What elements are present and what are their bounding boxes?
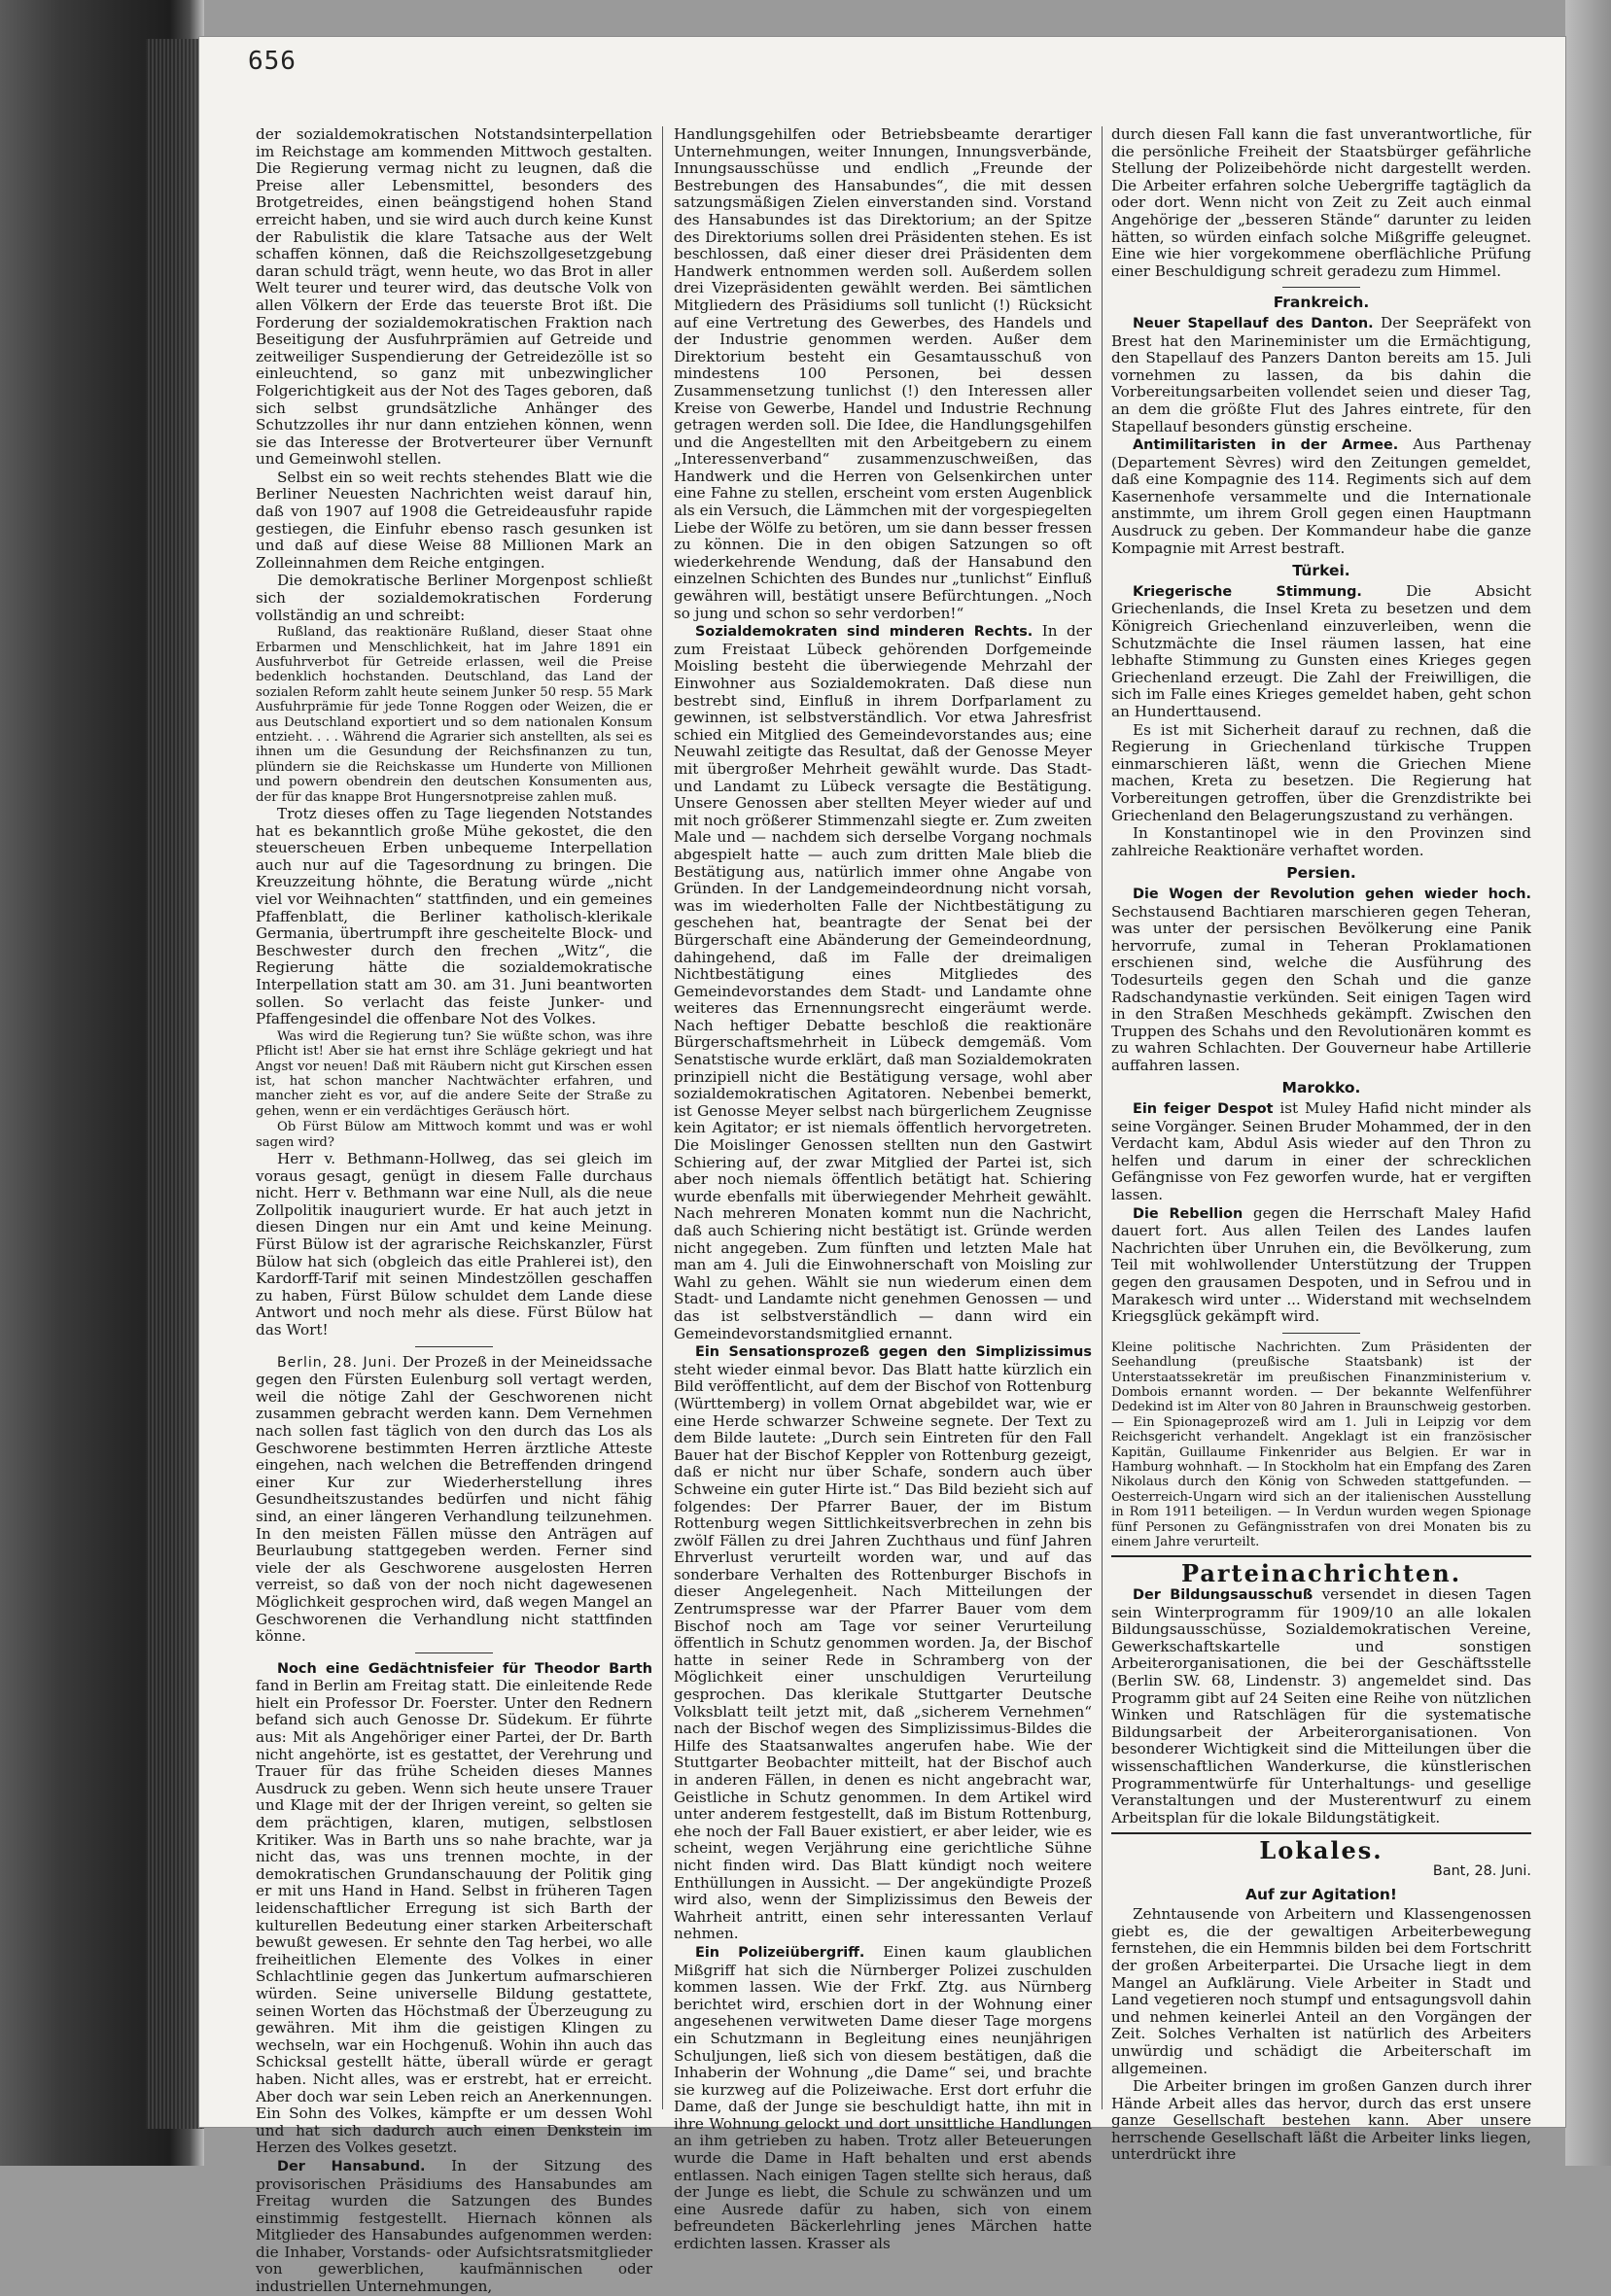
paragraph: Sechstausend Bachtiaren marschieren gegen Teheran, was unter der persischen Bevölkerung eine Panik hervorrufe, zumal in Teheran Proklamationen erschienen sind, welche die Ausführung des Todesurteils gegen den Schah und die ganze Radschandynastie verkünden. Seit einigen Tagen wird in den Straßen Meschheds gekämpft. Zwischen den Truppen des Schahs und den Revolutionären kommt es zu wahren Schlachten. Der Gouverneur habe Artillerie auffahren lassen. (1111, 902, 1531, 1074)
article-heading: Ein feiger Despot (1133, 1101, 1274, 1118)
article-heading: Noch eine Gedächtnisfeier für Theodor Barth (277, 1660, 652, 1677)
article-heading: Ein Sensationsprozeß gegen den Simplizissimus (695, 1344, 1092, 1361)
paragraph: Die Absicht Griechenlands, die Insel Kreta zu besetzen und dem Königreich Griechenland einzuverleiben, wenn die Schutzmächte die Insel räumen lassen, hat eine lebhafte Stimmung zu Gunsten eines Krieges gegen Griechenland erzeugt. Die Zahl der Freiwilligen, die sich im Falle eines Krieges gemeldet haben, geht schon an Hunderttausend. (1111, 581, 1531, 720)
page-edges (146, 39, 204, 2129)
paragraph: steht wieder einmal bevor. Das Blatt hatte kürzlich ein Bild veröffentlicht, auf dem der Bischof von Rottenburg (Württemberg) in vollem Ornat abgebildet war, wie er eine Herde schwarzer Schweine segnete. Der Text zu dem Bilde lautete: „Durch sein Eintreten für den Fall Bauer hat der Bischof Keppler von Rottenburg gezeigt, daß er nicht nur über Schafe, sondern auch über Schweine ein guter Hirte ist.“ Das Bild bezieht sich auf folgendes: Der Pfarrer Bauer, der im Bistum Rottenburg wegen Sittlichkeitsverbrechen in zehn bis zwölf Fällen zu drei Jahren Zuchthaus und fünf Jahren Ehrverlust verurteilt worden war, und auf das sonderbare Verhalten des Rottenburger Bischofs in dieser Angelegenheit. Nach Mitteilungen der Zentrumspresse war der Pfarrer Bauer vom dem Bischof noch am Tage vor seiner Verurteilung öffentlich in Schutz genommen worden. Ja, der Bischof hatte in seiner Rede in Schramberg von der Möglichkeit einer unschuldigen Verurteilung gesprochen. Das klerikale Stuttgarter Deutsche Volksblatt teilt jetzt mit, daß „sicherem Vernehmen“ nach der Bischof wegen des Simplizissimus-Bildes die Hilfe des Staatsanwaltes angerufen habe. Wie der Stuttgarter Beobachter mitteilt, hat der Bischof auch in anderen Fällen, in denen es nicht angebracht war, Geistliche in Schutz genommen. In dem Artikel wird unter anderem festgestellt, daß im Bistum Rottenburg, ehe noch der Fall Bauer existiert, er aber leider, wie es scheint, wegen Verjährung eine gerichtliche Sühne nicht finden wird. Das Blatt kündigt noch weitere Enthüllungen in Aussicht. — Der angekündigte Prozeß wird also, wenn der Simplizissimus den Beweis der Wahrheit antritt, einen sehr interessanten Verlauf nehmen. (674, 1360, 1092, 1943)
paragraph: Die Arbeiter bringen im großen Ganzen durch ihrer Hände Arbeit alles das hervor, durch das erst unsere ganze Gesellschaft bestehen kann. Aber unsere herrschende Gesellschaft läßt die Arbeiter links liegen, unterdrückt ihre (1111, 2077, 1531, 2164)
paragraph: Der Prozeß in der Meineidssache gegen den Fürsten Eulenburg soll vertagt werden, weil die nötige Zahl der Geschworenen nicht zusammen gebracht werden kann. Dem Vernehmen nach sollen fast täglich von den durch das Los als Geschworene bestimmten Herren ärztliche Atteste eingehen, nach welchen die Betreffenden dringend einer Kur zur Wiederherstellung ihres Gesundheitszustandes bedürfen und nicht fähig sind, an einer längeren Verhandlung teilzunehmen. In den meisten Fällen müsse den Anträgen auf Beurlaubung stattgegeben werden. Ferner sind viele der als Geschworene ausgelosten Herren verreist, so daß von der noch nicht dagewesenen Möglichkeit gesprochen wird, daß wegen Mangel an Geschworenen die Verhandlung nicht stattfinden könne. (256, 1352, 653, 1646)
divider (415, 1346, 493, 1347)
paragraph: Ob Fürst Bülow am Mittwoch kommt und was er wohl sagen wird? (256, 1120, 652, 1150)
paragraph: Es ist mit Sicherheit darauf zu rechnen, daß die Regierung in Griechenland türkische Truppen einmarschieren läßt, wenn die Griechen Miene machen, Kreta zu besetzen. Die Regierung hat Vorbereitungen getroffen, über die Grenzdistrikte bei Griechenland den Belagerungszustand zu verhängen. (1111, 720, 1531, 824)
paragraph: Die demokratische Berliner Morgenpost schließt sich der sozialdemokratischen Forderung vollständig an und schreibt: (256, 572, 652, 624)
paragraph: fand in Berlin am Freitag statt. Die einleitende Rede hielt ein Professor Dr. Foerster. Unter den Rednern befand sich auch Genosse Dr. Südekum. Er führte aus: Mit als Angehöriger einer Partei, der Dr. Barth nicht angehörte, ist es gestattet, der Verehrung und Trauer für das frühe Scheiden dieses Mannes Ausdruck zu geben. Wenn sich heute unsere Trauer und Klage mit der der Ihrigen vereint, so gelten sie dem prächtigen, klaren, mutigen, selbstlosen Kritiker. Was in Barth uns so nahe brachte, war ja nicht das, was uns trennen mochte, in der demokratischen Grundanschauung der Politik ging er mit uns Hand in Hand. Selbst in früheren Tagen leidenschaftlicher Erregung ist sich Barth der kulturellen Bedeutung einer starken Arbeiterschaft bewußt gewesen. Er sehnte den Tag herbei, wo alle freiheitlichen Elemente des Volkes in einer Schlachtlinie gegen das Junkertum aufmarschieren würden. Seine universelle Bildung gestattete, seinen Worten das Höchstmaß der Überzeugung zu gewähren. Mit ihm die geistigen Klingen zu wechseln, war ein Hochgenuß. Wohin ihn auch das Schicksal gestellt hätte, überall würde er geragt haben. Nicht alles, was er erstrebt, hat er erreicht. Aber doch war sein Leben reich an Anerkennungen. Ein Sohn des Volkes, kämpfte er um dessen Wohl und hat sich dadurch auch einen Denkstein im Herzen des Volkes gesetzt. (256, 1677, 652, 2157)
column-2 (674, 125, 1093, 2253)
section-heading: Persien. (1286, 864, 1356, 883)
article-heading: Neuer Stapellauf des Danton. (1133, 315, 1374, 331)
paragraph: Aus Parthenay (Departement Sèvres) wird den Zeitungen gemeldet, daß eine Kompagnie des 114. Regiments sich auf dem Kasernenhofe versammelte und die Internationale anstimmte, um ihrem Groll gegen einen Hauptmann Ausdruck zu geben. Der Kommandeur habe die ganze Kompagnie mit Arrest bestraft. (1111, 435, 1531, 557)
article-heading: Der Hansabund. (277, 2158, 426, 2174)
article-heading: Der Bildungsausschuß (1133, 1587, 1313, 1604)
section-heading: Türkei. (1292, 562, 1350, 580)
newspaper-page (199, 37, 1565, 2296)
article-heading: Auf zur Agitation! (1244, 1885, 1397, 1903)
divider (415, 1652, 493, 1653)
divider (1282, 287, 1360, 288)
paragraph: In der zum Freistaat Lübeck gehörenden Dorfgemeinde Moisling besteht die überwiegende Mehrzahl der Einwohner aus Sozialdemokraten. Daß diese nun bestrebt sind, Einfluß in ihrem Dorfparlament zu gewinnen, ist selbstverständlich. Vor etwa Jahresfrist schied ein Mitglied des Gemeindevorstandes aus; eine Neuwahl zeitigte das Resultat, daß der Genosse Meyer mit übergroßer Mehrheit gewählt wurde. Das Stadt- und Landamt zu Lübeck versagte die Bestätigung. Unsere Genossen aber stellten Meyer wieder auf und mit noch größerer Stimmenzahl siegte er. Zum zweiten Male und — nachdem sich derselbe Vorgang nochmals abgespielt hatte — auch zum dritten Male blieb die Bestätigung aus, natürlich immer ohne Angabe von Gründen. In der Landgemeindeordnung nicht vorsah, was im wiederholten Falle der Nichtbestätigung zu geschehen hat, beantragte der Senat bei der Bürgerschaft eine Abänderung der Gemeindeordnung, dahingehend, daß im Falle der dreimaligen Nichtbestätigung eines Mitgliedes des Gemeindevorstandes dem Stadt- und Landamte ohne weiteres das Ernennungsrecht eingeräumt werde. Nach heftiger Debatte beschloß die reaktionäre Bürgerschaftsmehrheit in Lübeck demgemäß. Vom Senatstische wurde erklärt, daß man Sozialdemokraten prinzipiell nicht die Bestätigung versage, wohl aber sozialdemokratischen Agitatoren. Nebenbei bemerkt, ist Genosse Meyer selbst nach bürgerlichem Zeugnisse kein Agitator; er ist niemals öffentlich hervorgetreten. Die Moislinger Genossen stellten nun den Gastwirt Schiering auf, der zwar Mitglied der Partei ist, sich aber noch niemals öffentlich betätigt hat. Schiering wurde ebenfalls mit überwiegender Mehrheit gewählt. Nach mehreren Monaten kommt nun die Nachricht, daß auch Schiering nicht bestätigt ist. Gründe werden nicht angegeben. Zum fünften und letzten Male hat man am 4. Juli die Einwohnerschaft von Moisling zur Wahl zu gehen. Wählt sie nun wiederum einen dem Stadt- und Landamte nicht genehmen Genossen — und das ist selbstverständlich — dann wird ein Gemeindevorstandsmitglied ernannt. (674, 622, 1092, 1342)
column-divider (1102, 126, 1103, 2109)
paragraph: der sozialdemokratischen Notstandsinterpellation im Reichstage am kommenden Mittwoch gestalten. Die Regierung vermag nicht zu leugnen, daß die Preise aller Lebensmittel, besonders des Brotgetreides, einen beängstigend hohen Stand erreicht haben, und sie wird auch durch keine Kunst der Rabulistik die klare Tatsache aus der Welt schaffen können, daß die Reichszollgesetzgebung daran schuld trägt, wenn heute, wo das Brot in aller Welt teurer und teurer wird, das deutsche Volk von allen Völkern der Erde das teuerste Brot ißt. Die Forderung der sozialdemokratischen Fraktion nach Beseitigung der Ausfuhrprämien auf Getreide und zeitweiliger Suspendierung der Getreidezölle ist so einleuchtend, so ganz mit unbezwinglicher Folgerichtigkeit aus der Not des Tages geboren, daß sich selbst grundsätzliche Anhänger des Schutzzolles ihr nur dann entziehen können, wenn sie das Interesse der Brotverteurer über Vernunft und Gemeinwohl stellen. (256, 125, 652, 469)
paragraph: Herr v. Bethmann-Hollweg, das sei gleich im voraus gesagt, genügt in diesem Falle durchaus nicht. Herr v. Bethmann war eine Null, als die neue Zollpolitik inauguriert wurde. Er hat auch jetzt in diesen Dingen nur ein Amt und keine Meinung. Fürst Bülow ist der agrarische Reichskanzler, Fürst Bülow hat sich (obgleich das eitle Prahlerei ist), den Kardorff-Tarif mit seinen Mindestzöllen geschaffen zu haben, Fürst Bülow schuldet dem Lande diese Antwort und noch mehr als diese. Fürst Bülow hat das Wort! (256, 1150, 652, 1339)
article-heading: Die Rebellion (1133, 1205, 1243, 1222)
article-heading: Sozialdemokraten sind minderen Rechts. (695, 624, 1033, 641)
column-1 (256, 125, 653, 2296)
scan-margin (1565, 0, 1611, 2166)
article-heading: Ein Polizeiübergriff. (695, 1944, 865, 1961)
section-rule (1111, 1832, 1531, 1834)
article-heading: Die Wogen der Revolution gehen wieder hoch. (1133, 886, 1531, 902)
paragraph: Zehntausende von Arbeitern und Klassengenossen giebt es, die der gewaltigen Arbeiterbewegung fernstehen, die ein Hemmnis bilden bei dem Fortschritt der großen Arbeiterpartei. Die Ursache liegt in dem Mangel an Aufklärung. Viele Arbeiter in Stadt und Land vegetieren noch stumpf und entsagungsvoll dahin und nehmen keinerlei Anteil an den Vorgängen der Zeit. Solches Verhalten ist natürlich des Arbeiters unwürdig und schädigt die Arbeiterschaft im allgemeinen. (1111, 1905, 1531, 2077)
article-heading: Antimilitaristen in der Armee. (1133, 437, 1399, 454)
dateline: Bant, 28. Juni. (1432, 1862, 1531, 1879)
column-divider (662, 126, 663, 2109)
paragraph: Was wird die Regierung tun? Sie wüßte schon, was ihre Pflicht ist! Aber sie hat ernst ihre Schläge gekriegt und hat Angst vor neuen! Daß mit Räubern nicht gut Kirschen essen ist, hat schon mancher Nachtwächter erfahren, und mancher zieht es vor, auf die andere Seite der Straße zu gehen, wenn er ein verdächtiges Geräusch hört. (256, 1028, 652, 1119)
dateline: Berlin, 28. Juni. (277, 1354, 398, 1371)
paragraph: Selbst ein so weit rechts stehendes Blatt wie die Berliner Neuesten Nachrichten weist darauf hin, daß von 1907 auf 1908 die Getreideausfuhr rapide gestiegen, die Einfuhr ebenso rasch gesunken ist und daß auf diese Weise 88 Millionen Mark an Zolleinnahmen dem Reiche entgingen. (256, 468, 652, 572)
section-title: Parteinachrichten. (1180, 1559, 1462, 1588)
page-number: 656 (248, 47, 297, 76)
quote-paragraph: Rußland, das reaktionäre Rußland, dieser Staat ohne Erbarmen und Menschlichkeit, hat im Jahre 1891 ein Ausfuhrverbot für Getreide erlassen, weil die Preise bedenklich hochstanden. Deutschland, das Land der sozialen Reform zahlt heute seinem Junker 50 resp. 55 Mark Ausfuhrprämie für jede Tonne Roggen oder Weizen, die er aus Deutschland exportiert und so dem nationalen Konsum entzieht. . . . Während die Agrarier sich anstellten, als sei es ihnen um die Gesundung der Reichsfinanzen zu tun, plündern sie die Reichskasse um Hunderte von Millionen und powern obendrein den deutschen Konsumenten aus, der für das knappe Brot Hungersnotpreise zahlen muß. (256, 625, 652, 805)
column-3 (1111, 125, 1532, 2164)
section-heading: Frankreich. (1273, 294, 1370, 312)
paragraph: ist Muley Hafid nicht minder als seine Vorgänger. Seinen Bruder Mohammed, der in den Verdacht kam, Abdul Asis wieder auf den Thron zu helfen und darum in einer der schrecklichen Gefängnisse von Fez geworfen wurde, hat er vergiften lassen. (1111, 1099, 1531, 1204)
paragraph: In der Sitzung des provisorischen Präsidiums des Hansabundes am Freitag wurden die Satzungen des Bundes einstimmig festgestellt. Hiernach können als Mitglieder des Hansabundes aufgenommen werden: die Inhaber, Vorstands- oder Aufsichtsratsmitglieder von gewerblichen, kaufmännischen oder industriellen Unternehmungen, (256, 2156, 653, 2296)
paragraph: gegen die Herrschaft Maley Hafid dauert fort. Aus allen Teilen des Landes laufen Nachrichten über Unruhen ein, die Bevölkerung, zum Teil mit wohlwollender Unterstützung der Truppen gegen den grausamen Despoten, und in Sefrou und in Marakesch wird unter ... Widerstand mit wechselndem Kriegsglück gekämpft wird. (1111, 1203, 1532, 1326)
paragraph: Handlungsgehilfen oder Betriebsbeamte derartiger Unternehmungen, weiter Innungen, Innungsverbände, Innungsausschüsse und endlich „Freunde der Bestrebungen des Hansabundes“, die mit dessen satzungsmäßigen Zielen einverstanden sind. Vorstand des Hansabundes ist das Direktorium; an der Spitze des Direktoriums sollen drei Präsidenten stehen. Es ist beschlossen, daß einer dieser drei Präsidenten dem Handwerk entnommen werden soll. Außerdem sollen drei Vizepräsidenten gewählt werden. Bei sämtlichen Mitgliedern des Präsidiums soll tunlicht (!) Rücksicht auf eine Vertretung des Gewerbes, des Handels und der Industrie genommen werden. Außer dem Direktorium besteht ein Gesamtausschuß von mindestens 100 Personen, bei dessen Zusammensetzung tunlichst (!) den Interessen aller Kreise von Gewerbe, Handel und Industrie Rechnung getragen werden soll. Die Idee, die Handlungsgehilfen und die Angestellten mit den Arbeitgebern zu einem „Interessenverband“ zusammenzuschweißen, das Handwerk und die Herren von Gelsenkirchen unter eine Fahne zu stellen, erscheint vom ersten Augenblick als ein Versuch, die Lämmchen mit der vorgespiegelten Liebe der Wölfe zu betören, um sie dann besser fressen zu können. Die in den obigen Satzungen so oft wiederkehrende Wendung, daß der Hansabund den einzelnen Schichten des Bundes nur „tunlichst“ Einfluß gewähren will, bestätigt unsere Befürchtungen. „Noch so jung und schon so sehr verdorben!“ (674, 125, 1092, 622)
section-rule (1111, 1555, 1531, 1557)
divider (1282, 1333, 1360, 1334)
article-heading: Kriegerische Stimmung. (1133, 583, 1362, 600)
paragraph: Einen kaum glaublichen Mißgriff hat sich die Nürnberger Polizei zuschulden kommen lassen. Wie der Frkf. Ztg. aus Nürnberg berichtet wird, erschien dort in der Wohnung einer angesehenen verwitweten Dame dieser Tage morgens ein Schutzmann in Begleitung eines neunjährigen Schuljungen, ließ sich von diesem bestätigen, daß die Inhaberin der Wohnung „die Dame“ sei, und brachte sie kurzweg auf die Polizeiwache. Erst dort erfuhr die Dame, daß der Junge sie beschuldigt hatte, ihn mit in ihre Wohnung gelockt und dort unsittliche Handlungen an ihm getrieben zu haben. Trotz aller Beteuerungen wurde die Dame in Haft behalten und erst abends entlassen. Nach einigen Tagen stellte sich heraus, daß der Junge es liebt, die Schule zu schwänzen und um eine Ausrede dafür zu haben, sich von einem befreundeten Bäckerlehrling jenes Märchen hatte erdichten lassen. Krasser als (674, 1942, 1093, 2253)
paragraph: versendet in diesen Tagen sein Winterprogramm für 1909/10 an alle lokalen Bildungsausschüsse, Sozialdemokratischen Vereine, Gewerkschaftskartelle und sonstigen Arbeiterorganisationen, die bei der Geschäftsstelle (Berlin SW. 68, Lindenstr. 3) angemeldet sind. Das Programm gibt auf 24 Seiten eine Reihe von nützlichen Winken und Ratschlägen für die systematische Bildungsarbeit der Arbeiterorganisationen. Von besonderer Wichtigkeit sind die Mitteilungen über die wissenschaftlichen Wanderkurse, die künstlerischen Programmentwürfe für Unterhaltungs- und gesellige Veranstaltungen und der Musterentwurf zu einem Arbeitsplan für die lokale Bildungstätigkeit. (1111, 1585, 1532, 1826)
paragraph: Trotz dieses offen zu Tage liegenden Notstandes hat es bekanntlich große Mühe gekostet, die den steuerscheuen Erben unbequeme Interpellation auch nur auf die Tagesordnung zu bringen. Die Kreuzzeitung höhnte, die Beratung würde „nicht viel vor Weihnachten“ stattfinden, und ein gemeines Pfaffenblatt, die Berliner katholisch-klerikale Germania, übertrumpft ihre gescheitelte Block- und Beschwester durch den frechen „Witz“, die Regierung hätte die sozialdemokratische Interpellation statt am 30. am 31. Juni beantworten sollen. So verlacht das feiste Junker- und Pfaffengesindel die offenbare Not des Volkes. (256, 805, 652, 1028)
paragraph: durch diesen Fall kann die fast unverantwortliche, für die persönliche Freiheit der Staatsbürger gefährliche Stellung der Polizeibehörde nicht dargestellt werden. Die Arbeiter erfahren solche Uebergriffe tagtäglich da oder dort. Wenn nicht von Zeit zu Zeit auch einmal Angehörige der „besseren Stände“ darunter zu leiden hätten, so würden einfach solche Mißgriffe geleugnet. Eine wie hier vorgekommene oberflächliche Prüfung einer Beschuldigung schreit geradezu zum Himmel. (1111, 125, 1531, 280)
brief-news: Kleine politische Nachrichten. Zum Präsidenten der Seehandlung (preußische Staatsbank) ist der Unterstaatssekretär im preußischen Finanzministerium v. Dombois ernannt worden. — Der bekannte Welfenführer Dedekind ist im Alter von 80 Jahren in Braunschweig gestorben. — Ein Spionageprozeß wird am 1. Juli in Leipzig vor dem Reichsgericht verhandelt. Angeklagt ist ein französischer Kapitän, Guillaume Finkenrider aus Belgien. Er war in Hamburg wohnhaft. — In Stockholm hat ein Empfang des Zaren Nikolaus durch den König von Schweden stattgefunden. — Oesterreich-Ungarn wird sich an der italienischen Ausstellung in Rom 1911 beteiligen. — In Verdun wurden wegen Spionage fünf Personen zu Gefängnisstrafen von drei Monaten bis zu einem Jahre verurteilt. (1111, 1339, 1532, 1550)
paragraph: Der Seepräfekt von Brest hat den Marineminister um die Ermächtigung, den Stapellauf des Panzers Danton bereits am 15. Juli vornehmen zu lassen, da bis dahin die Vorbereitungsarbeiten vollendet seien und dieser Tag, an dem die größte Flut des Jahres eintrete, für den Stapellauf besonders günstig erscheine. (1111, 313, 1532, 435)
paragraph: In Konstantinopel wie in den Provinzen sind zahlreiche Reaktionäre verhaftet worden. (1111, 824, 1531, 859)
section-title: Lokales. (1259, 1836, 1383, 1865)
section-heading: Marokko. (1281, 1079, 1361, 1097)
